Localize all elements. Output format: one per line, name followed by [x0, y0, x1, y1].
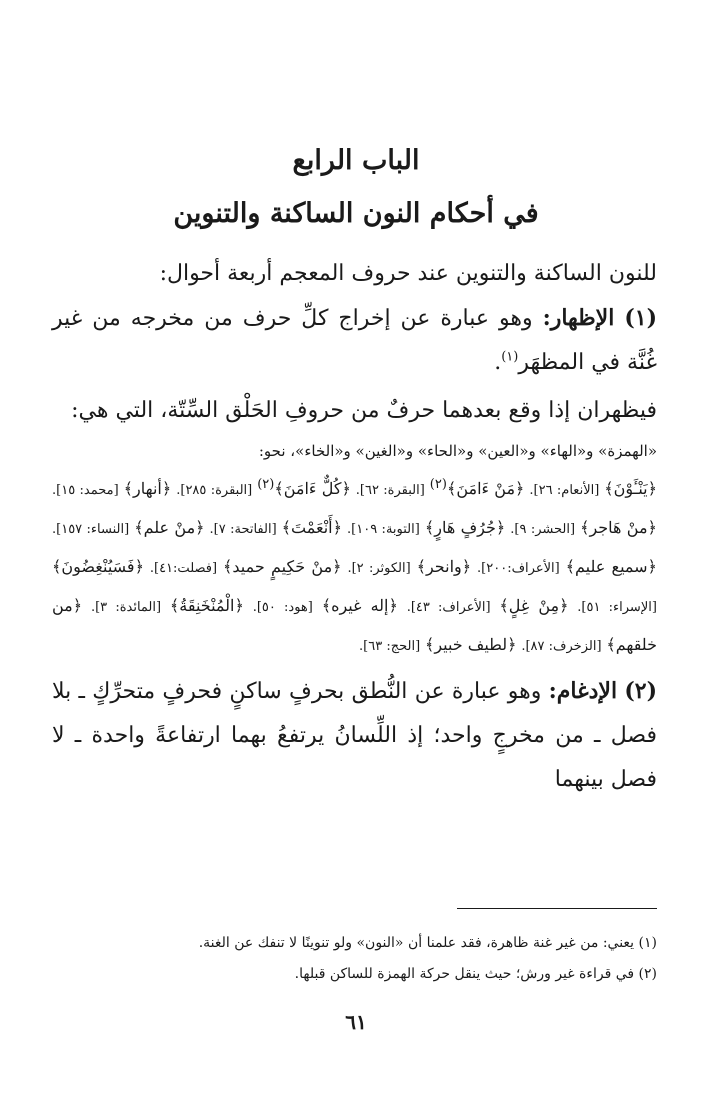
intro-text: للنون الساكنة والتنوين عند حروف المعجم أربعة أحوال:: [159, 261, 657, 286]
reference-9: [الأعراف:٢٠٠].: [477, 561, 560, 576]
throat-letters: «الهمزة» و«الهاء» و«العين» و«الحاء» و«الغين» و«الخاء»، نحو:: [258, 442, 657, 460]
footnote-ref-2a: (٢): [429, 477, 447, 492]
izhar-text: وهو عبارة عن إخراج كلِّ حرف من مخرجه من غير غُنَّة في المظهَر: [52, 306, 657, 375]
main-text: [52, 252, 657, 802]
example-12: ﴿فَسَيُنْغِضُونَ﴾: [52, 557, 144, 576]
footnote-ref-1: (١): [501, 349, 519, 365]
examples-paragraph: [52, 433, 657, 665]
example-2: ﴿مَنْ ءَامَنَ﴾: [446, 479, 525, 498]
reference-10: [الكوثر: ٢].: [347, 561, 411, 576]
idgham-paragraph: [52, 669, 657, 802]
reference-13: [الأعراف: ٤٣].: [406, 600, 491, 615]
example-15: ﴿الْمُنْخَنِقَةُ﴾: [169, 596, 244, 615]
example-4: ﴿أنهار﴾: [123, 479, 172, 498]
example-9: ﴿سميع عليم﴾: [565, 557, 657, 576]
reference-16: [الزخرف: ٨٧].: [521, 639, 602, 654]
reference-6: [التوبة: ١٠٩].: [347, 522, 420, 537]
izhar-term: الإظهار:: [542, 305, 615, 331]
idgham-term: الإدغام:: [548, 678, 618, 704]
reference-11: [فصلت:٤١].: [149, 561, 218, 576]
example-13: ﴿مِنْ غِلٍ﴾: [499, 596, 569, 615]
footnote-ref-2b: (٢): [257, 477, 275, 492]
reference-12: [الإسراء: ٥١].: [577, 600, 657, 615]
izhar-end: .: [494, 350, 502, 375]
footnotes: [52, 928, 657, 990]
reference-3: [البقرة: ٢٨٥].: [176, 483, 253, 498]
idgham-text: وهو عبارة عن النُّطق بحرفٍ ساكنٍ فحرفٍ متحرِّكٍ ـ بلا فصل ـ من مخرجٍ واحد؛ إذ اللِّسانُ يرتفعُ بهما ارتفاعةً واحدة ـ لا فصل بينهما: [52, 679, 657, 792]
example-10: ﴿وانحر﴾: [416, 557, 472, 576]
chapter-subtitle: في أحكام النون الساكنة والتنوين: [173, 198, 539, 229]
chapter-title: الباب الرابع: [292, 145, 420, 176]
example-6: ﴿جُرُفٍ هَارٍ﴾: [424, 518, 506, 537]
izhar-number: (١): [624, 305, 657, 331]
example-11: ﴿منْ حَكِيمٍ حميد﴾: [222, 557, 342, 576]
izhar-detail-text: فيظهران إذا وقع بعدهما حرفٌ من حروفِ الحَلْق السِّتّة، التي هي:: [71, 398, 657, 423]
example-16: ﴿من خلقهم﴾: [52, 596, 657, 654]
example-5: ﴿منْ هَاجر﴾: [580, 518, 657, 537]
footnote-1: (١) يعني: من غير غنة ظاهرة، فقد علمنا أن «النون» ولو تنوينًا لا تنفك عن الغنة.: [198, 935, 657, 951]
izhar-detail-paragraph: [52, 389, 657, 433]
example-17: ﴿لطيف خبير﴾: [424, 635, 517, 654]
example-3: ﴿كُلٌّ ءَامَنَ﴾: [274, 479, 351, 498]
example-8: ﴿منْ علم﴾: [134, 518, 205, 537]
reference-4: [محمد: ١٥].: [52, 483, 119, 498]
reference-2: [البقرة: ٦٢].: [355, 483, 425, 498]
idgham-number: (٢): [624, 678, 658, 704]
izhar-paragraph: [52, 296, 657, 385]
example-1: ﴿يَنْـَٔوْنَ﴾: [604, 479, 657, 498]
reference-5: [الحشر: ٩].: [510, 522, 576, 537]
example-7: ﴿أَنْعَمْتَ﴾: [281, 518, 342, 537]
reference-17: [الحج: ٦٣].: [359, 639, 421, 654]
reference-15: [المائدة: ٣].: [90, 600, 162, 615]
reference-14: [هود: ٥٠].: [252, 600, 313, 615]
footnote-divider: [457, 908, 657, 909]
reference-8: [النساء: ١٥٧].: [52, 522, 130, 537]
reference-1: [الأنعام: ٢٦].: [529, 483, 600, 498]
example-14: ﴿إله غيره﴾: [321, 596, 398, 615]
reference-7: [الفاتحة: ٧].: [209, 522, 277, 537]
footnote-2: (٢) في قراءة غير ورش؛ حيث ينقل حركة الهمزة للساكن قبلها.: [294, 966, 657, 982]
page-number: ٦١: [345, 1010, 367, 1034]
intro-paragraph: [52, 252, 657, 296]
